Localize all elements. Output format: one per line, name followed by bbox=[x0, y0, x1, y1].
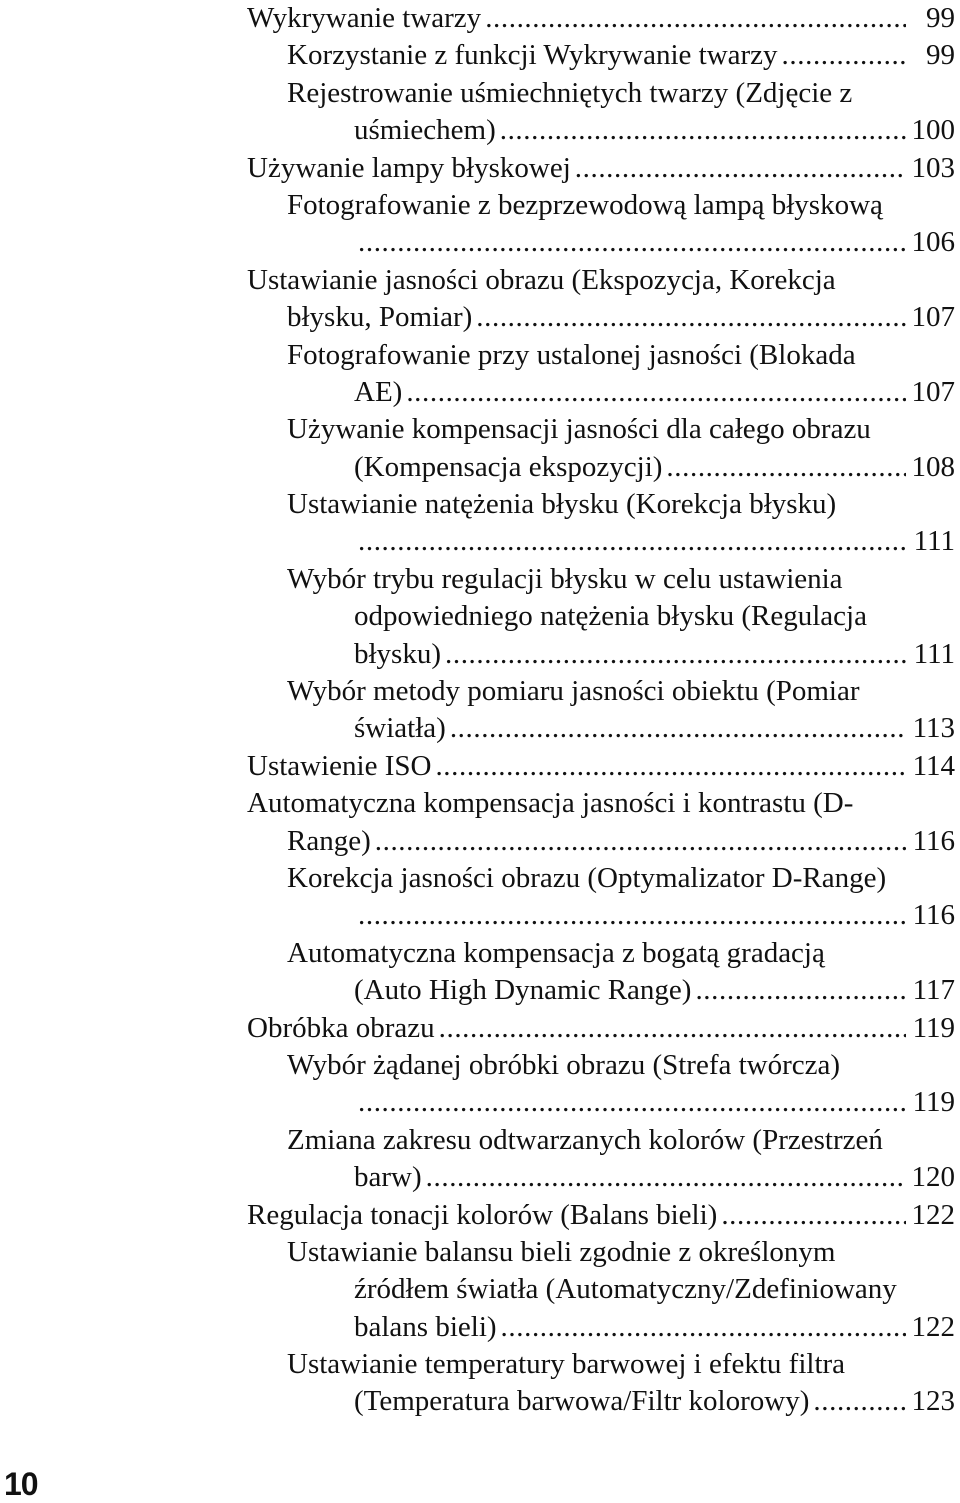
toc-entry-line bbox=[247, 1010, 955, 1047]
toc-entry-title: Rejestrowanie uśmiechniętych twarzy (Zdjęcie z bbox=[287, 76, 853, 109]
toc-page-number: 120 bbox=[911, 1161, 955, 1194]
toc-entry-line bbox=[247, 1159, 955, 1196]
toc-page-number: 119 bbox=[912, 1011, 955, 1044]
toc-entry bbox=[247, 187, 955, 262]
toc-entry-line bbox=[247, 710, 955, 747]
toc-entry-line bbox=[247, 1346, 955, 1383]
toc-entry bbox=[247, 860, 955, 935]
toc-entry-line bbox=[247, 1271, 955, 1308]
toc-dot-leader bbox=[358, 1084, 906, 1121]
toc-entry-line bbox=[247, 1122, 955, 1159]
toc-entry-title: błysku) bbox=[354, 637, 441, 670]
toc-page-number: 113 bbox=[912, 712, 955, 745]
toc-entry bbox=[247, 673, 955, 748]
toc-dot-leader bbox=[450, 710, 906, 747]
toc-entry-title: źródłem światła (Automatyczny/Zdefiniowany bbox=[354, 1273, 897, 1306]
toc-page-number: 116 bbox=[912, 824, 955, 857]
toc-entry-title: Ustawianie jasności obrazu (Ekspozycja, Korekcja bbox=[247, 263, 836, 296]
toc-dot-leader bbox=[445, 636, 906, 673]
toc-entry-title: Range) bbox=[287, 824, 371, 857]
toc-entry-title: Wybór trybu regulacji błysku w celu ustawienia bbox=[287, 562, 843, 595]
toc-entry-line bbox=[247, 1383, 955, 1420]
toc-entry bbox=[247, 1010, 955, 1047]
toc-dot-leader bbox=[476, 299, 906, 336]
toc-entry-line bbox=[247, 523, 955, 560]
toc-entry-title: Używanie lampy błyskowej bbox=[247, 151, 571, 184]
toc-entry-title: światła) bbox=[354, 712, 446, 745]
toc-page-number: 100 bbox=[911, 114, 955, 147]
toc-entry-title: Ustawianie balansu bieli zgodnie z określonym bbox=[287, 1235, 836, 1268]
toc-dot-leader bbox=[358, 224, 906, 261]
toc-entry-title: Automatyczna kompensacja jasności i kontrastu (D- bbox=[247, 787, 854, 820]
toc-entry-title: Fotografowanie przy ustalonej jasności (Blokada bbox=[287, 338, 856, 371]
toc-page-number: 116 bbox=[912, 899, 955, 932]
toc-entry-title: AE) bbox=[354, 375, 403, 408]
toc-entry-title: Regulacja tonacji kolorów (Balans bieli) bbox=[247, 1198, 718, 1231]
toc-dot-leader bbox=[358, 523, 906, 560]
toc-dot-leader bbox=[695, 972, 906, 1009]
toc-page-number: 117 bbox=[912, 974, 955, 1007]
toc-entry-line bbox=[247, 150, 955, 187]
toc-entry-line bbox=[247, 972, 955, 1009]
toc-entry bbox=[247, 0, 955, 37]
toc-entry bbox=[247, 1122, 955, 1197]
toc-entry-title: Ustawienie ISO bbox=[247, 749, 432, 782]
toc-entry-title: Ustawianie temperatury barwowej i efektu filtra bbox=[287, 1348, 846, 1381]
toc-entry-title: Obróbka obrazu bbox=[247, 1011, 435, 1044]
toc-page-number: 122 bbox=[911, 1198, 955, 1231]
toc-entry bbox=[247, 150, 955, 187]
toc-entry bbox=[247, 337, 955, 412]
toc-dot-leader bbox=[435, 748, 906, 785]
toc-entry-line bbox=[247, 112, 955, 149]
table-of-contents bbox=[247, 0, 955, 1421]
toc-entry-title: Używanie kompensacji jasności dla całego obrazu bbox=[287, 413, 871, 446]
toc-entry-line bbox=[247, 748, 955, 785]
toc-entry bbox=[247, 37, 955, 74]
toc-entry-line bbox=[247, 299, 955, 336]
toc-dot-leader bbox=[375, 823, 906, 860]
toc-entry-line bbox=[247, 449, 955, 486]
toc-entry-line bbox=[247, 860, 955, 897]
toc-entry bbox=[247, 75, 955, 150]
toc-dot-leader bbox=[500, 112, 906, 149]
toc-dot-leader bbox=[575, 150, 906, 187]
toc-entry-line bbox=[247, 1197, 955, 1234]
toc-page-number: 119 bbox=[912, 1086, 955, 1119]
toc-entry-line bbox=[247, 262, 955, 299]
toc-entry bbox=[247, 1047, 955, 1122]
toc-entry-line bbox=[247, 1309, 955, 1346]
toc-dot-leader bbox=[406, 374, 906, 411]
toc-dot-leader bbox=[721, 1197, 906, 1234]
toc-dot-leader bbox=[666, 449, 906, 486]
toc-entry-line bbox=[247, 75, 955, 112]
toc-dot-leader bbox=[501, 1309, 906, 1346]
toc-page-number: 111 bbox=[913, 637, 955, 670]
toc-page-number: 108 bbox=[911, 450, 955, 483]
toc-entry bbox=[247, 486, 955, 561]
toc-entry bbox=[247, 561, 955, 673]
toc-entry-title: (Kompensacja ekspozycji) bbox=[354, 450, 663, 483]
toc-page-number: 114 bbox=[912, 749, 955, 782]
toc-entry bbox=[247, 1234, 955, 1346]
toc-entry-line bbox=[247, 1234, 955, 1271]
toc-entry-title: odpowiedniego natężenia błysku (Regulacja bbox=[354, 600, 867, 633]
toc-entry-title: Wybór metody pomiaru jasności obiektu (Pomiar bbox=[287, 675, 860, 708]
toc-page-number: 107 bbox=[911, 375, 955, 408]
toc-entry-line bbox=[247, 1047, 955, 1084]
toc-entry-line bbox=[247, 374, 955, 411]
toc-entry bbox=[247, 748, 955, 785]
toc-dot-leader bbox=[485, 0, 906, 37]
toc-entry-line bbox=[247, 224, 955, 261]
toc-page-number: 99 bbox=[926, 2, 955, 34]
toc-entry-title: Fotografowanie z bezprzewodową lampą błyskową bbox=[287, 188, 883, 221]
toc-entry-line bbox=[247, 486, 955, 523]
toc-entry-line bbox=[247, 673, 955, 710]
toc-entry-line bbox=[247, 935, 955, 972]
toc-entry-title: barw) bbox=[354, 1161, 422, 1194]
toc-page-number: 107 bbox=[911, 301, 955, 334]
toc-entry-title: Automatyczna kompensacja z bogatą gradacją bbox=[287, 936, 825, 969]
toc-dot-leader bbox=[813, 1383, 906, 1420]
toc-entry-line bbox=[247, 187, 955, 224]
toc-entry-title: Zmiana zakresu odtwarzanych kolorów (Przestrzeń bbox=[287, 1123, 883, 1156]
toc-page-number: 99 bbox=[926, 39, 955, 72]
toc-entry-title: Korekcja jasności obrazu (Optymalizator D-Range) bbox=[287, 861, 887, 894]
toc-entry-title: Ustawianie natężenia błysku (Korekcja błysku) bbox=[287, 488, 837, 521]
toc-entry-line bbox=[247, 0, 955, 37]
toc-dot-leader bbox=[426, 1159, 906, 1196]
toc-entry-line bbox=[247, 636, 955, 673]
toc-entry-title: (Temperatura barwowa/Filtr kolorowy) bbox=[354, 1385, 810, 1418]
toc-entry bbox=[247, 935, 955, 1010]
toc-page-number: 123 bbox=[911, 1385, 955, 1418]
toc-page-number: 103 bbox=[911, 151, 955, 184]
toc-page-number: 106 bbox=[911, 226, 955, 259]
toc-dot-leader bbox=[439, 1010, 906, 1047]
toc-entry-line bbox=[247, 1084, 955, 1121]
toc-dot-leader bbox=[782, 37, 906, 74]
toc-entry-title: Wybór żądanej obróbki obrazu (Strefa twórcza) bbox=[287, 1048, 841, 1081]
toc-dot-leader bbox=[358, 897, 906, 934]
toc-entry-line bbox=[247, 897, 955, 934]
toc-entry-line bbox=[247, 37, 955, 74]
toc-entry bbox=[247, 1346, 955, 1421]
toc-entry-title: (Auto High Dynamic Range) bbox=[354, 974, 692, 1007]
toc-entry bbox=[247, 262, 955, 337]
page-number: 10 bbox=[4, 1466, 38, 1502]
toc-page-number: 111 bbox=[913, 525, 955, 558]
toc-entry-line bbox=[247, 411, 955, 448]
toc-entry-line bbox=[247, 823, 955, 860]
toc-entry-line bbox=[247, 598, 955, 635]
toc-entry-line bbox=[247, 337, 955, 374]
toc-entry-title: uśmiechem) bbox=[354, 114, 496, 147]
toc-entry-title: Korzystanie z funkcji Wykrywanie twarzy bbox=[287, 39, 778, 72]
toc-entry bbox=[247, 411, 955, 486]
toc-entry-title: Wykrywanie twarzy bbox=[247, 2, 482, 34]
toc-entry bbox=[247, 785, 955, 860]
toc-entry-title: balans bieli) bbox=[354, 1310, 497, 1343]
toc-entry bbox=[247, 1197, 955, 1234]
toc-entry-title: błysku, Pomiar) bbox=[287, 301, 473, 334]
toc-page-number: 122 bbox=[911, 1310, 955, 1343]
toc-entry-line bbox=[247, 785, 955, 822]
toc-entry-line bbox=[247, 561, 955, 598]
